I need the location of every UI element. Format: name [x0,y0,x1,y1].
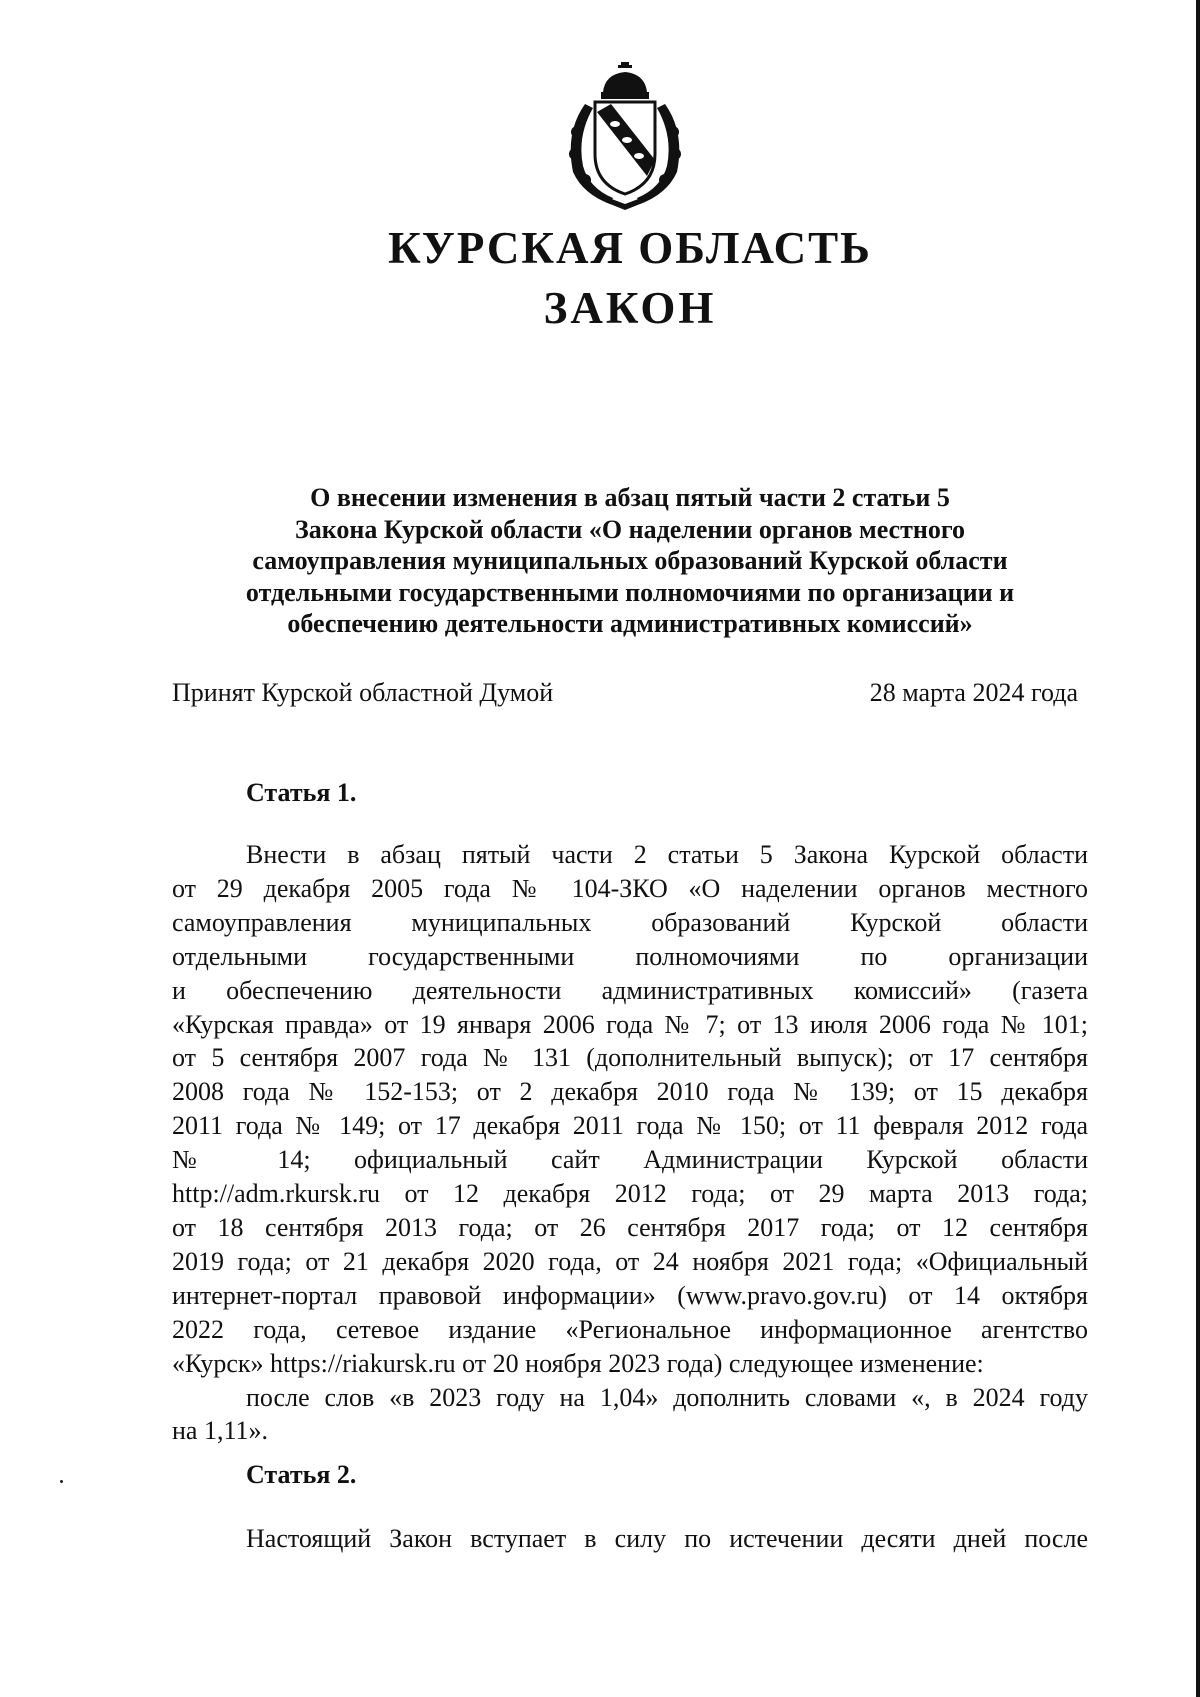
body-line: от 5 сентября 2007 года № 131 (дополнительный выпуск); от 17 сентября [172,1043,1088,1073]
law-title [170,482,1090,640]
law-title-line: Закона Курской области «О наделении органов местного [294,514,966,544]
scan-speck [60,1480,63,1483]
body-line: 2022 года, сетевое издание «Региональное информационное агентство [172,1314,1088,1344]
article-1-body [172,838,1088,1448]
body-line: самоуправления муниципальных образований Курской области [172,907,1088,937]
body-line: и обеспечению деятельности административных комиссий» (газета [172,975,1088,1005]
body-line: № 14; официальный сайт Администрации Курской области [172,1145,1088,1175]
article-1-heading: Статья 1. [246,778,357,807]
body-line: на 1,11». [172,1416,268,1446]
body-line: http://adm.rkursk.ru от 12 декабря 2012 года; от 29 марта 2013 года; [172,1179,1088,1209]
article-2-body [172,1522,1088,1556]
body-line: 2019 года; от 21 декабря 2020 года, от 24 ноября 2021 года; «Официальный [172,1246,1088,1276]
body-line: Настоящий Закон вступает в силу по истечении десяти дней после [246,1524,1088,1553]
law-title-line: самоуправления муниципальных образований Курской области [252,546,1008,575]
law-title-line: отдельными государственными полномочиями по организации и [245,577,1015,607]
body-line: интернет-портал правовой информации» (www.pravo.gov.ru) от 14 октября [172,1280,1088,1310]
body-line: Внести в абзац пятый части 2 статьи 5 Закона Курской области [246,840,1088,869]
article-2-heading: Статья 2. [246,1460,357,1489]
document-type-heading: ЗАКОН [543,283,717,333]
body-line: 2011 года № 149; от 17 декабря 2011 года № 150; от 11 февраля 2012 года [172,1111,1088,1141]
adopted-by-text: Принят Курской областной Думой [172,678,554,707]
body-line: «Курская правда» от 19 января 2006 года № 7; от 13 июля 2006 года № 101; [172,1009,1088,1039]
adoption-date: 28 марта 2024 года [869,678,1078,707]
law-title-line: обеспечению деятельности административных комиссий» [287,609,973,638]
body-line: от 29 декабря 2005 года № 104-ЗКО «О наделении органов местного [172,873,1088,903]
body-line: 2008 года № 152-153; от 2 декабря 2010 года № 139; от 15 декабря [172,1077,1088,1107]
body-line: отдельными государственными полномочиями по организации [172,941,1088,971]
law-title-line: О внесении изменения в абзац пятый части 2 статьи 5 [310,483,950,512]
kursk-oblast-coat-of-arms-icon [555,62,695,212]
region-heading: КУРСКАЯ ОБЛАСТЬ [388,223,872,273]
body-line: «Курск» https://riakursk.ru от 20 ноября 2023 года) следующее изменение: [172,1348,984,1378]
body-line: от 18 сентября 2013 года; от 26 сентября 2017 года; от 12 сентября [172,1212,1088,1242]
body-line: после слов «в 2023 году на 1,04» дополнить словами «, в 2024 году [246,1382,1088,1412]
